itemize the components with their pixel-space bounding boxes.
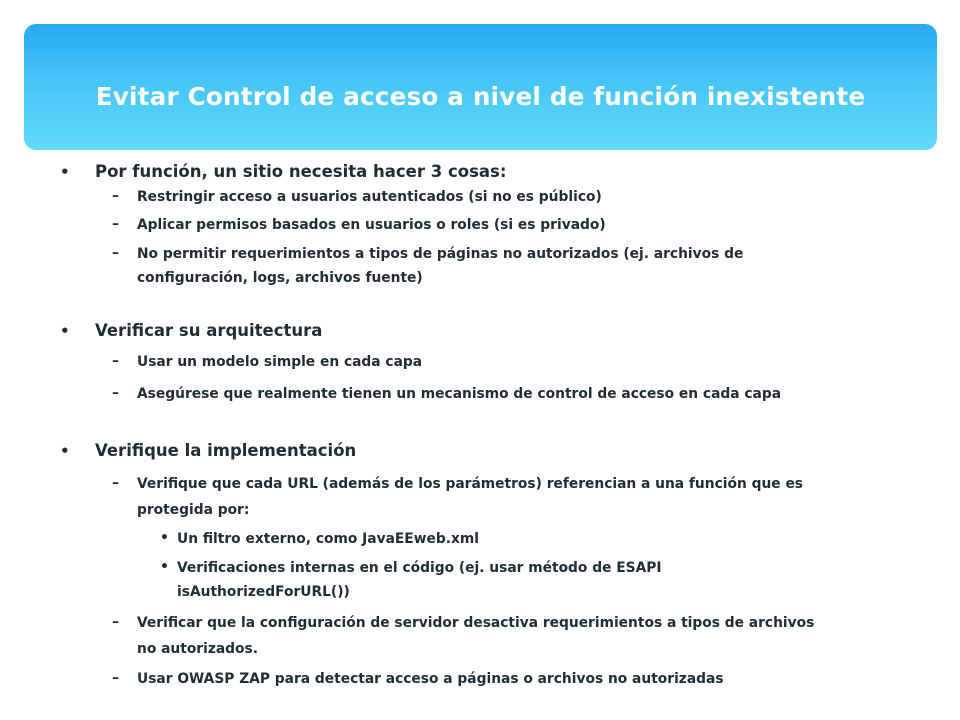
sub-bullet-icon: •	[160, 559, 169, 575]
dash-icon: –	[112, 216, 119, 232]
slide-title: Evitar Control de acceso a nivel de función inexistente	[95, 82, 866, 111]
bullet-icon: •	[60, 163, 70, 181]
dash-icon: –	[112, 385, 119, 401]
section-heading-2: Verificar su arquitectura	[95, 321, 323, 340]
list-item: Restringir acceso a usuarios autenticados (si no es público)	[137, 189, 602, 205]
bullet-icon: •	[60, 322, 70, 340]
list-item: Usar un modelo simple en cada capa	[137, 354, 423, 370]
list-item: Asegúrese que realmente tienen un mecanismo de control de acceso en cada capa	[137, 386, 782, 402]
sub-list-item: Un filtro externo, como JavaEEweb.xml	[177, 531, 479, 547]
dash-icon: –	[112, 245, 119, 261]
dash-icon: –	[112, 670, 119, 686]
list-item: Usar OWASP ZAP para detectar acceso a páginas o archivos no autorizadas	[137, 671, 724, 687]
sub-bullet-icon: •	[160, 530, 169, 546]
list-item-continuation: no autorizados.	[137, 641, 258, 657]
sub-list-item-continuation: isAuthorizedForURL())	[177, 584, 350, 600]
list-item: Verificar que la configuración de servidor desactiva requerimientos a tipos de archivos	[137, 615, 815, 631]
bullet-icon: •	[60, 442, 70, 460]
list-item-continuation: protegida por:	[137, 502, 250, 518]
list-item: Aplicar permisos basados en usuarios o roles (si es privado)	[137, 217, 606, 233]
section-heading-3: Verifique la implementación	[95, 441, 357, 460]
dash-icon: –	[112, 188, 119, 204]
list-item: Verifique que cada URL (además de los parámetros) referencian a una función que es	[137, 476, 804, 492]
list-item-continuation: configuración, logs, archivos fuente)	[137, 270, 423, 286]
dash-icon: –	[112, 614, 119, 630]
dash-icon: –	[112, 353, 119, 369]
section-heading-1: Por función, un sitio necesita hacer 3 cosas:	[95, 162, 507, 181]
list-item: No permitir requerimientos a tipos de páginas no autorizados (ej. archivos de	[137, 246, 744, 262]
sub-list-item: Verificaciones internas en el código (ej. usar método de ESAPI	[177, 560, 662, 576]
dash-icon: –	[112, 475, 119, 491]
